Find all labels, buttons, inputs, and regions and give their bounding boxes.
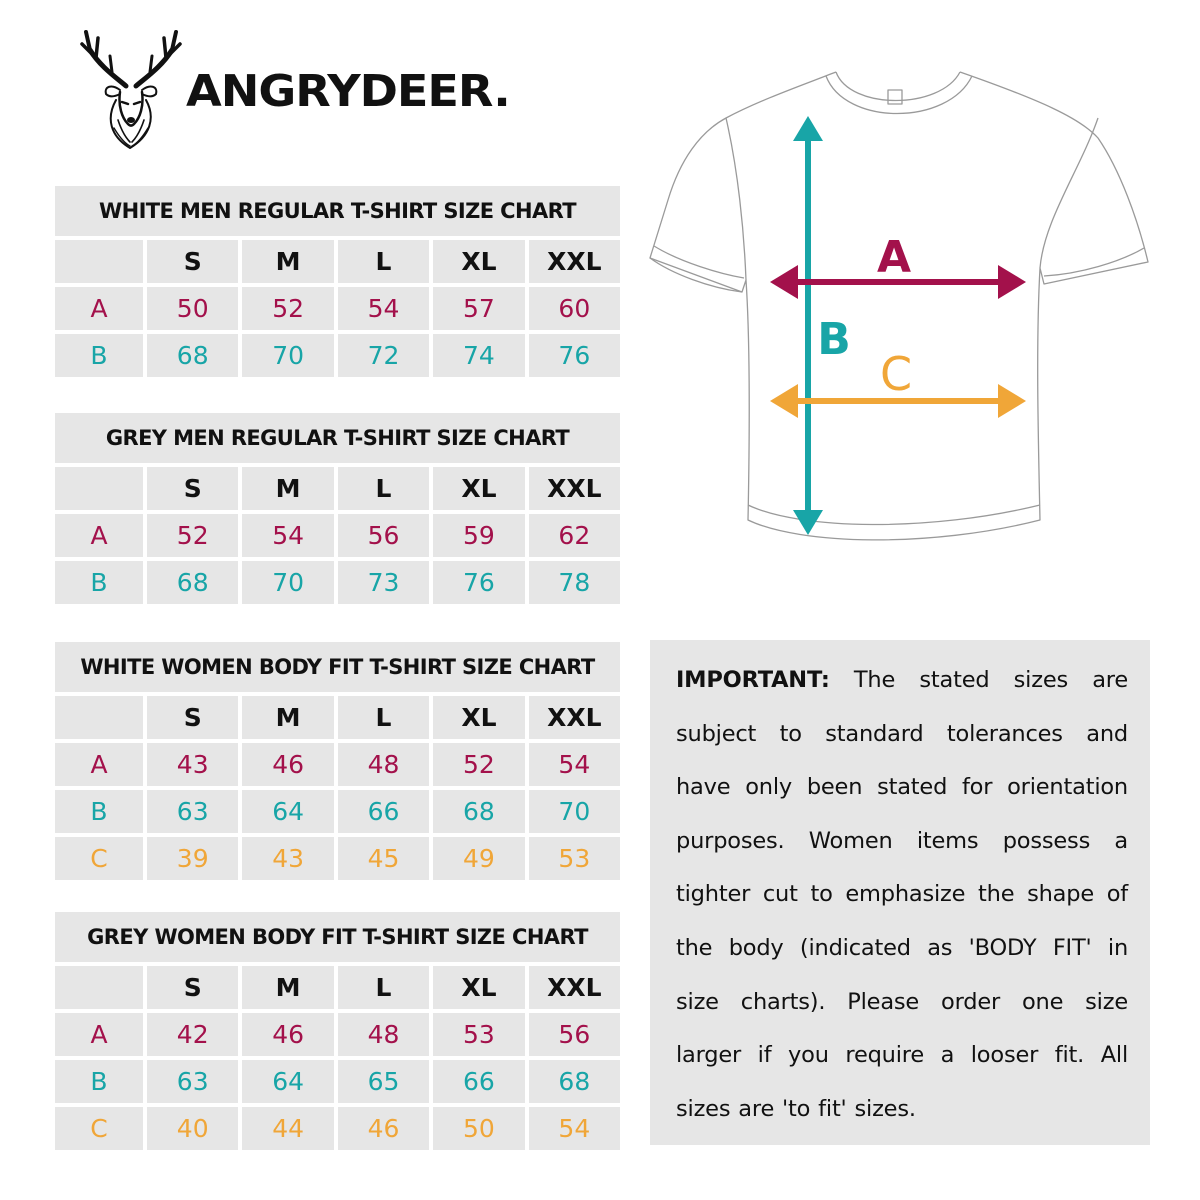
- table-cell: 57: [433, 287, 524, 330]
- chart-title: WHITE WOMEN BODY FIT T-SHIRT SIZE CHART: [55, 642, 620, 692]
- table-cell: 48: [338, 743, 429, 786]
- table-row-a: [55, 1013, 620, 1056]
- table-cell: 63: [147, 790, 238, 833]
- table-cell: 68: [529, 1060, 620, 1103]
- measurement-c-label: C: [879, 347, 913, 401]
- chart-title: WHITE MEN REGULAR T-SHIRT SIZE CHART: [55, 186, 620, 236]
- table-cell: 43: [242, 837, 333, 880]
- size-header: S: [147, 240, 238, 283]
- table-cell: 48: [338, 1013, 429, 1056]
- table-cell: 40: [147, 1107, 238, 1150]
- corner-cell: [55, 240, 143, 283]
- size-header: M: [242, 966, 333, 1009]
- table-cell: 52: [242, 287, 333, 330]
- size-header: XL: [433, 467, 524, 510]
- corner-cell: [55, 696, 143, 739]
- table-row-b: [55, 790, 620, 833]
- measurement-a-label: A: [876, 232, 912, 283]
- tshirt-outline-icon: [650, 72, 1148, 540]
- size-chart-white-men-regular: [55, 186, 620, 381]
- table-cell: 65: [338, 1060, 429, 1103]
- size-chart-grey-men-regular: [55, 413, 620, 608]
- table-cell: 73: [338, 561, 429, 604]
- size-header-row: [55, 240, 620, 283]
- table-cell: 72: [338, 334, 429, 377]
- note-text: [676, 654, 1128, 1136]
- table-row-b: [55, 1060, 620, 1103]
- table-cell: 56: [529, 1013, 620, 1056]
- size-header: L: [338, 467, 429, 510]
- table-cell: 76: [529, 334, 620, 377]
- table-cell: 66: [338, 790, 429, 833]
- size-header-row: [55, 966, 620, 1009]
- table-cell: 54: [529, 1107, 620, 1150]
- size-header: L: [338, 966, 429, 1009]
- size-header: S: [147, 966, 238, 1009]
- size-header: XXL: [529, 966, 620, 1009]
- table-cell: 52: [433, 743, 524, 786]
- row-label: A: [55, 743, 143, 786]
- size-header: XL: [433, 696, 524, 739]
- table-cell: 54: [529, 743, 620, 786]
- chart-title: GREY MEN REGULAR T-SHIRT SIZE CHART: [55, 413, 620, 463]
- table-row-a: [55, 514, 620, 557]
- measurement-b-label: B: [817, 314, 851, 365]
- row-label: A: [55, 287, 143, 330]
- size-chart-white-women-body-fit: [55, 642, 620, 884]
- size-header: XXL: [529, 696, 620, 739]
- size-header-row: [55, 696, 620, 739]
- table-cell: 68: [147, 334, 238, 377]
- size-header: XL: [433, 966, 524, 1009]
- size-header: XXL: [529, 240, 620, 283]
- table-cell: 62: [529, 514, 620, 557]
- tshirt-measurement-diagram: [640, 60, 1160, 580]
- table-row-a: [55, 743, 620, 786]
- table-cell: 46: [338, 1107, 429, 1150]
- table-cell: 68: [147, 561, 238, 604]
- chart-title: GREY WOMEN BODY FIT T-SHIRT SIZE CHART: [55, 912, 620, 962]
- table-cell: 56: [338, 514, 429, 557]
- table-cell: 42: [147, 1013, 238, 1056]
- note-body: The stated sizes are subject to standard tolerances and have only been stated for orientation purposes. Women items possess a tighter cut to emphasize the shape of the body (indicated as 'BODY FIT' in size charts). Please order one size larger if you require a looser fit. All sizes are 'to fit' sizes.: [676, 667, 1128, 1122]
- table-cell: 60: [529, 287, 620, 330]
- table-cell: 43: [147, 743, 238, 786]
- table-cell: 50: [433, 1107, 524, 1150]
- table-row-a: [55, 287, 620, 330]
- table-cell: 63: [147, 1060, 238, 1103]
- size-header: M: [242, 240, 333, 283]
- table-row-b: [55, 561, 620, 604]
- table-row-b: [55, 334, 620, 377]
- size-header: M: [242, 467, 333, 510]
- size-header: M: [242, 696, 333, 739]
- table-cell: 70: [242, 334, 333, 377]
- table-cell: 53: [529, 837, 620, 880]
- table-row-c: [55, 1107, 620, 1150]
- table-cell: 54: [338, 287, 429, 330]
- row-label: B: [55, 334, 143, 377]
- table-cell: 68: [433, 790, 524, 833]
- important-note: [650, 640, 1150, 1145]
- table-cell: 44: [242, 1107, 333, 1150]
- table-cell: 78: [529, 561, 620, 604]
- table-cell: 54: [242, 514, 333, 557]
- row-label: A: [55, 1013, 143, 1056]
- row-label: A: [55, 514, 143, 557]
- table-cell: 46: [242, 743, 333, 786]
- size-header: S: [147, 467, 238, 510]
- row-label: B: [55, 1060, 143, 1103]
- row-label: C: [55, 1107, 143, 1150]
- table-cell: 64: [242, 1060, 333, 1103]
- row-label: B: [55, 790, 143, 833]
- table-cell: 49: [433, 837, 524, 880]
- size-header: XL: [433, 240, 524, 283]
- table-cell: 39: [147, 837, 238, 880]
- row-label: C: [55, 837, 143, 880]
- size-header: S: [147, 696, 238, 739]
- table-cell: 53: [433, 1013, 524, 1056]
- deer-head-icon: [78, 28, 184, 152]
- size-header: L: [338, 696, 429, 739]
- corner-cell: [55, 467, 143, 510]
- table-cell: 45: [338, 837, 429, 880]
- table-cell: 70: [242, 561, 333, 604]
- table-cell: 52: [147, 514, 238, 557]
- size-header: L: [338, 240, 429, 283]
- corner-cell: [55, 966, 143, 1009]
- table-cell: 66: [433, 1060, 524, 1103]
- brand-logo: [78, 28, 558, 152]
- table-row-c: [55, 837, 620, 880]
- size-chart-grey-women-body-fit: [55, 912, 620, 1154]
- table-cell: 50: [147, 287, 238, 330]
- table-cell: 70: [529, 790, 620, 833]
- table-cell: 59: [433, 514, 524, 557]
- table-cell: 76: [433, 561, 524, 604]
- brand-name: ANGRYDEER.: [186, 66, 510, 117]
- size-header: XXL: [529, 467, 620, 510]
- table-cell: 74: [433, 334, 524, 377]
- size-header-row: [55, 467, 620, 510]
- note-lead: IMPORTANT:: [676, 667, 830, 693]
- row-label: B: [55, 561, 143, 604]
- table-cell: 46: [242, 1013, 333, 1056]
- table-cell: 64: [242, 790, 333, 833]
